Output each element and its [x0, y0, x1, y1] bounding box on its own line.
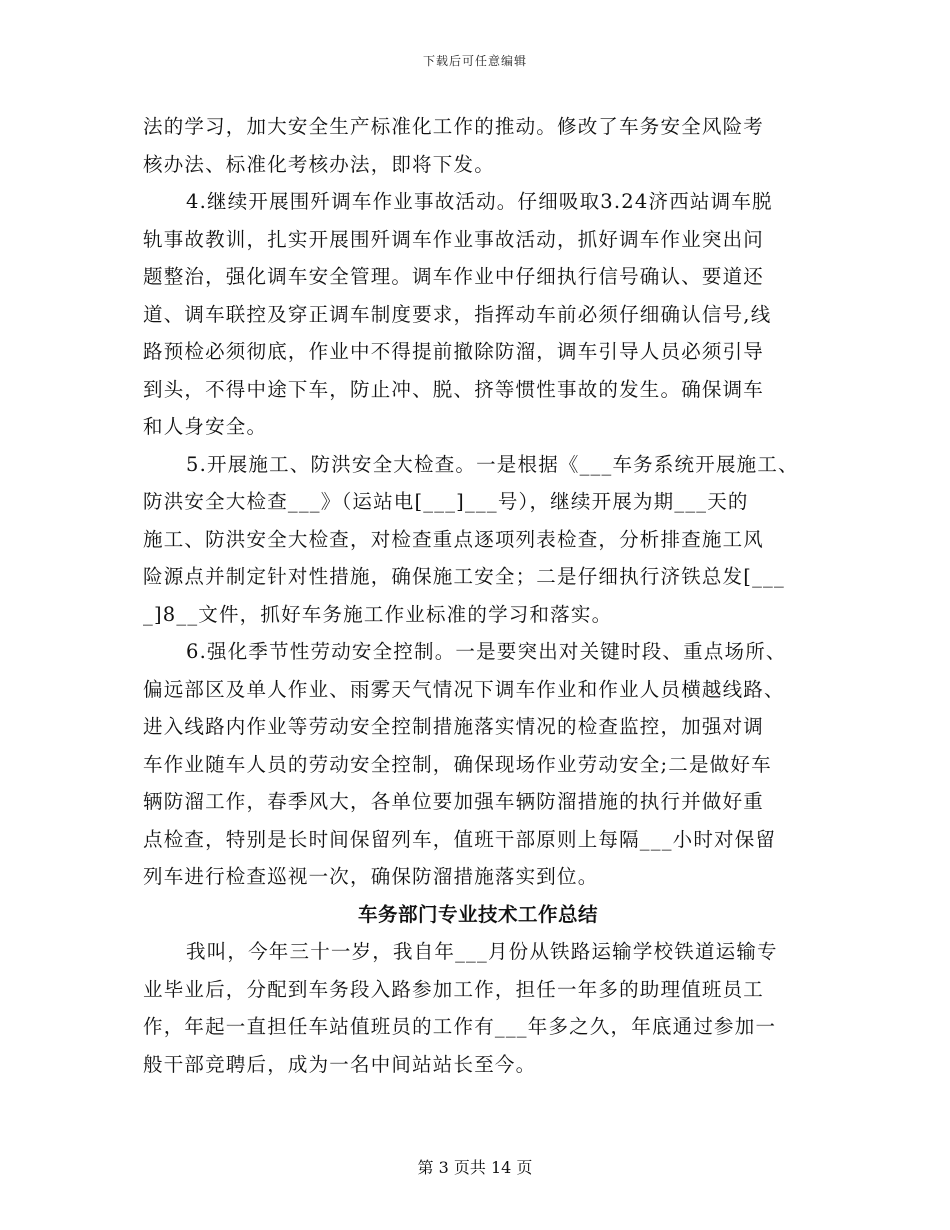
text-line: 作，年起一直担任车站值班员的工作有___年多之久，年底通过参加一	[143, 1015, 777, 1038]
text-line: 我叫，今年三十一岁，我自年___月份从铁路运输学校铁道运输专	[186, 940, 778, 963]
text-line: 列车进行检查巡视一次，确保防溜措施落实到位。	[143, 865, 599, 888]
text-line: 和人身安全。	[143, 415, 268, 438]
text-line: 险源点并制定针对性措施，确保施工安全；二是仔细执行济铁总发[___	[143, 565, 785, 588]
text-line: 路预检必须彻底，作业中不得提前撤除防溜，调车引导人员必须引导	[143, 340, 765, 363]
body-section-2	[143, 933, 813, 1083]
section-title: 车务部门专业技术工作总结	[357, 902, 598, 926]
text-line: 4.继续开展围歼调车作业事故活动。仔细吸取3.24济西站调车脱	[186, 190, 773, 213]
document-body	[143, 108, 813, 1083]
body-section-1	[143, 108, 813, 896]
text-line: 题整治，强化调车安全管理。调车作业中仔细执行信号确认、要道还	[143, 265, 765, 288]
text-line: 业毕业后，分配到车务段入路参加工作，担任一年多的助理值班员工	[143, 977, 765, 1001]
text-line: 核办法、标准化考核办法，即将下发。	[143, 152, 495, 176]
text-line: 轨事故教训，扎实开展围歼调车作业事故活动，抓好调车作业突出问	[143, 227, 765, 251]
text-line: 防洪安全大检查___》（运站电[___]___号），继续开展为期___天的	[143, 490, 749, 513]
text-line: 辆防溜工作，春季风大，各单位要加强车辆防溜措施的执行并做好重	[143, 790, 765, 813]
text-line: 5.开展施工、防洪安全大检查。一是根据《___车务系统开展施工、	[186, 452, 799, 476]
text-line: 6.强化季节性劳动安全控制。一是要突出对关键时段、重点场所、	[186, 640, 787, 663]
text-line: 偏远部区及单人作业、雨雾天气情况下调车作业和作业人员横越线路、	[143, 677, 785, 701]
page-header: 下载后可任意编辑	[422, 54, 527, 68]
text-line: 般干部竞聘后，成为一名中间站站长至今。	[143, 1052, 537, 1076]
text-line: 施工、防洪安全大检查，对检查重点逐项列表检查，分析排查施工风	[143, 527, 765, 551]
page-footer: 第 3 页共 14 页	[417, 1158, 533, 1177]
text-line: 道、调车联控及穿正调车制度要求，指挥动车前必须仔细确认信号,线	[143, 302, 772, 326]
text-line: 到头，不得中途下车，防止冲、脱、挤等惯性事故的发生。确保调车	[143, 377, 765, 401]
text-line: 法的学习，加大安全生产标准化工作的推动。修改了车务安全风险考	[143, 115, 765, 138]
text-line: 进入线路内作业等劳动安全控制措施落实情况的检查监控，加强对调	[143, 715, 765, 738]
text-line: 点检查，特别是长时间保留列车，值班干部原则上每隔___小时对保留	[143, 827, 777, 851]
text-line: _]8__文件，抓好车务施工作业标准的学习和落实。	[143, 602, 613, 626]
text-line: 车作业随车人员的劳动安全控制，确保现场作业劳动安全;二是做好车	[143, 752, 772, 776]
